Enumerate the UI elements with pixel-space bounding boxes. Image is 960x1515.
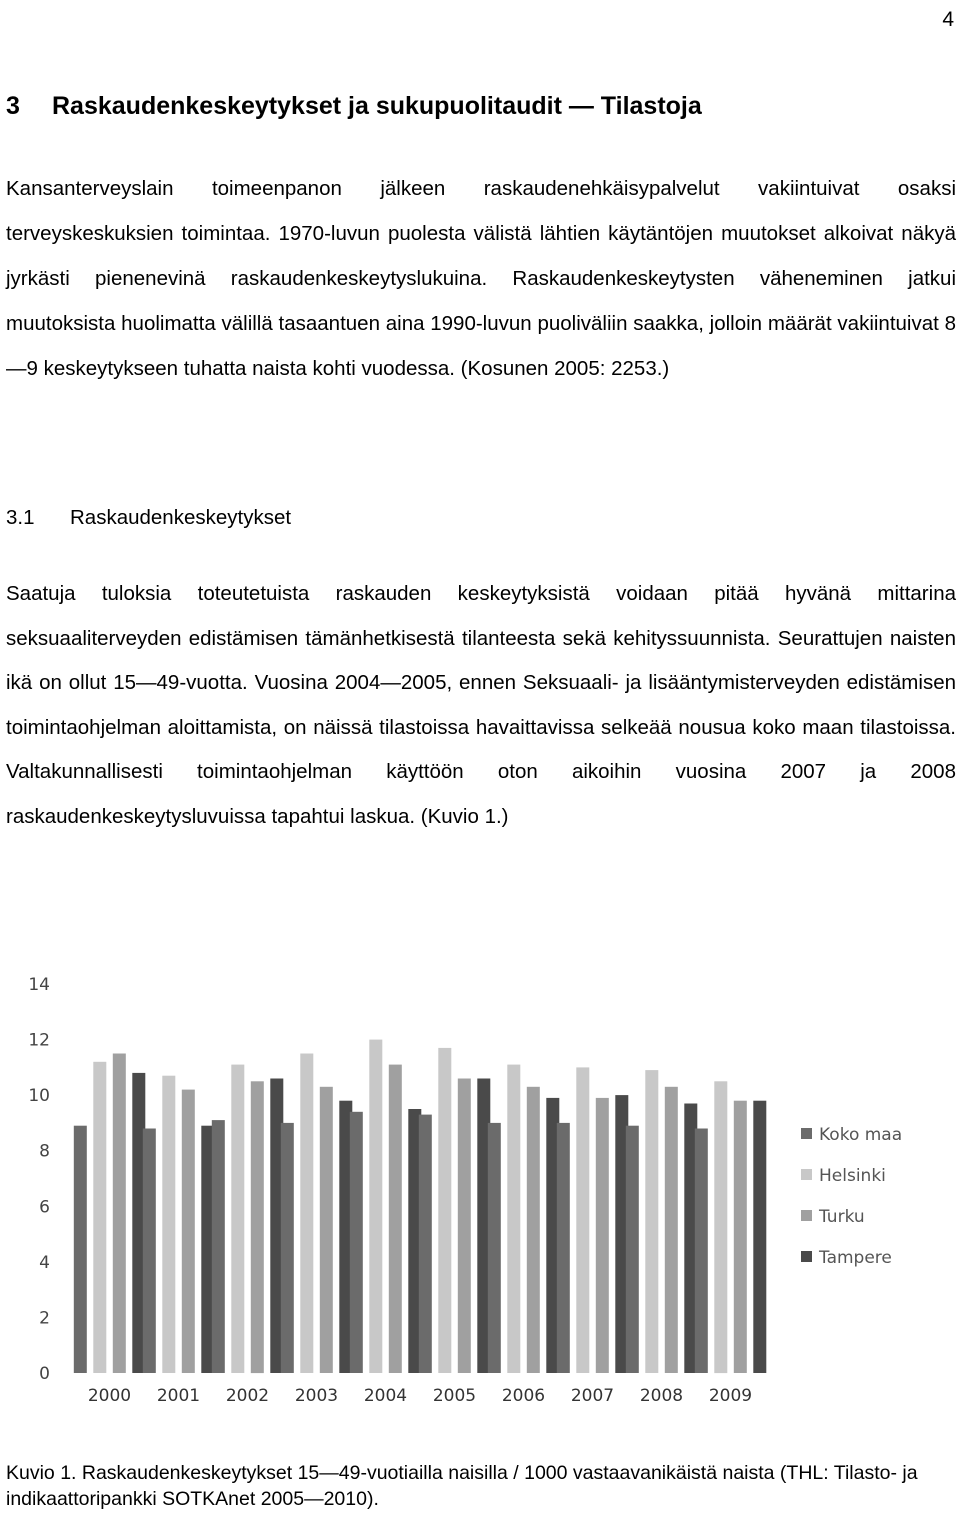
x-tick-label: 2009 [708, 1386, 753, 1406]
legend-swatch-koko-maa [801, 1128, 812, 1139]
legend-swatch-tampere [801, 1251, 812, 1262]
bar-koko-maa [74, 1126, 87, 1373]
x-tick-label: 2005 [432, 1386, 477, 1406]
x-tick-label: 2000 [87, 1386, 132, 1406]
bar-koko-maa [350, 1112, 363, 1373]
section-heading: Raskaudenkeskeytykset ja sukupuolitaudit — Tilastoja [52, 92, 702, 120]
bar-turku [389, 1065, 402, 1373]
bar-turku [596, 1098, 609, 1373]
page-number: 4 [942, 8, 954, 31]
bar-turku [527, 1087, 540, 1373]
x-tick-label: 2007 [570, 1386, 615, 1406]
bar-koko-maa [143, 1129, 156, 1374]
bar-helsinki [714, 1081, 727, 1373]
bar-helsinki [300, 1054, 313, 1374]
y-tick-label: 8 [39, 1141, 50, 1162]
bar-helsinki [369, 1040, 382, 1373]
bar-koko-maa [695, 1129, 708, 1374]
bar-turku [251, 1081, 264, 1373]
intro-paragraph: Kansanterveyslain toimeenpanon jälkeen raskaudenehkäisypalvelut vakiintuivat osaksi terveyskeskuksien toimintaa. 1970-luvun puolesta välistä lähtien käytäntöjen muutokset alkoivat näkyä jyrkästi pienenevinä raskaudenkeskeytyslukuina. Raskaudenkeskeytysten väheneminen jatkui muutoksista huolimatta välillä tasaantuen aina 1990-luvun puoliväliin saakka, jolloin määrät vakiintuivat 8—9 keskeytykseen tuhatta naista kohti vuodessa. (Kosunen 2005: 2253.) [6, 177, 956, 380]
bar-helsinki [231, 1065, 244, 1373]
abortion-rate-bar-chart [0, 960, 960, 1430]
bar-helsinki [576, 1067, 589, 1373]
bar-helsinki [507, 1065, 520, 1373]
y-tick-label: 14 [28, 975, 50, 995]
bar-koko-maa [488, 1123, 501, 1373]
bar-koko-maa [419, 1115, 432, 1373]
subsection-number: 3.1 [6, 506, 35, 529]
legend-label-helsinki: Helsinki [819, 1166, 886, 1186]
x-tick-label: 2006 [501, 1386, 546, 1406]
bar-koko-maa [626, 1126, 639, 1373]
figure-caption: Kuvio 1. Raskaudenkeskeytykset 15—49-vuotiailla naisilla / 1000 vastaavanikäistä naista (THL: Tilasto- ja indikaattoripankki SOTKAnet 2005—2010). [6, 1462, 918, 1510]
bar-koko-maa [281, 1123, 294, 1373]
y-tick-label: 0 [39, 1364, 50, 1384]
bar-turku [458, 1079, 471, 1374]
bar-turku [113, 1054, 126, 1374]
bar-helsinki [645, 1070, 658, 1373]
bar-koko-maa [557, 1123, 570, 1373]
bar-turku [182, 1090, 195, 1373]
bar-helsinki [438, 1048, 451, 1373]
x-tick-label: 2003 [294, 1386, 339, 1406]
bar-turku [665, 1087, 678, 1373]
bar-helsinki [162, 1076, 175, 1373]
legend-label-turku: Turku [819, 1207, 865, 1227]
bar-turku [320, 1087, 333, 1373]
legend-swatch-turku [801, 1210, 812, 1221]
x-tick-label: 2004 [363, 1386, 408, 1406]
section-title [6, 92, 702, 121]
legend-swatch-helsinki [801, 1169, 812, 1180]
x-tick-label: 2001 [156, 1386, 201, 1406]
bar-helsinki [93, 1062, 106, 1373]
section-number: 3 [6, 92, 20, 120]
bar-tampere [753, 1101, 766, 1373]
y-tick-label: 10 [28, 1086, 50, 1107]
legend-label-tampere: Tampere [819, 1248, 892, 1268]
y-tick-label: 6 [39, 1197, 50, 1218]
y-tick-label: 12 [28, 1030, 50, 1051]
bar-turku [734, 1101, 747, 1373]
bar-koko-maa [212, 1120, 225, 1373]
subsection-paragraph: Saatuja tuloksia toteutetuista raskauden keskeytyksistä voidaan pitää hyvänä mittarina seksuaaliterveyden edistämisen tämänhetkisestä tilanteesta sekä kehityssuunnista. Seurattujen naisten ikä on ollut 15—49-vuotta. Vuosina 2004—2005, ennen Seksuaali- ja lisääntymisterveyden edistämisen toimintaohjelman aloittamista, on näissä tilastoissa havaittavissa selkeää nousua koko maan tilastoissa. Valtakunnallisesti toimintaohjelman käyttöön oton aikoihin vuosina 2007 ja 2008 raskaudenkeskeytysluvuissa tapahtui laskua. (Kuvio 1.) [6, 582, 956, 828]
x-tick-label: 2008 [639, 1386, 684, 1406]
y-tick-label: 2 [39, 1308, 50, 1329]
legend-label-koko-maa: Koko maa [819, 1125, 903, 1145]
subsection-heading: Raskaudenkeskeytykset [70, 506, 292, 529]
y-tick-label: 4 [39, 1252, 50, 1273]
subsection-title [6, 506, 291, 530]
x-tick-label: 2002 [225, 1386, 270, 1406]
